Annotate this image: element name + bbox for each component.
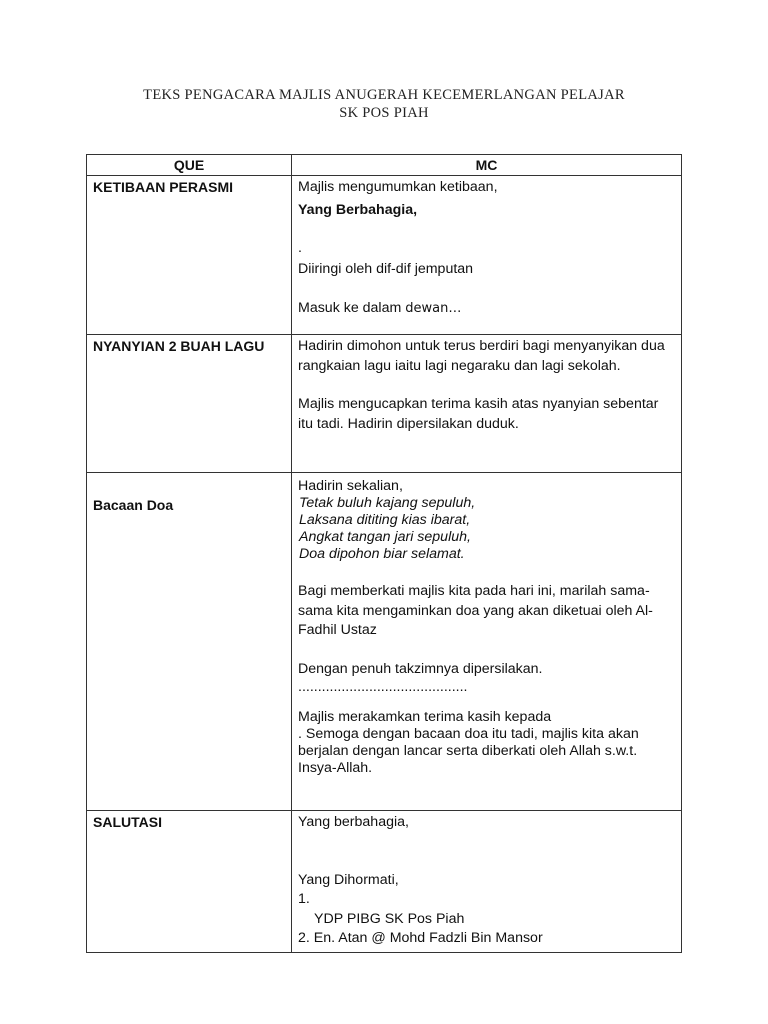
mc-cell: [292, 176, 682, 335]
table-row: [87, 176, 682, 335]
title-line-1: TEKS PENGACARA MAJLIS ANUGERAH KECEMERLANGAN PELAJAR: [143, 87, 625, 103]
mc-cell: [292, 811, 682, 953]
document-title: [0, 86, 768, 122]
mc-line: Majlis mengucapkan terima kasih atas nyanyian sebentar itu tadi. Hadirin dipersilakan duduk.: [298, 396, 659, 432]
mc-line: Diiringi oleh dif-dif jemputan: [298, 260, 474, 277]
table-row: [87, 811, 682, 953]
mc-line: Yang berbahagia,: [298, 814, 409, 830]
mc-line: Majlis mengumumkan ketibaan,: [298, 179, 498, 195]
mc-line: Dengan penuh takzimnya dipersilakan.: [298, 660, 543, 677]
mc-line: Hadirin sekalian,: [298, 478, 403, 494]
pantun-line: Laksana dititing kias ibarat,: [299, 512, 471, 528]
mc-line: YDP PIBG SK Pos Piah: [314, 910, 465, 927]
mc-cell: [292, 473, 682, 811]
table-row: [87, 335, 682, 473]
cue-cell: KETIBAAN PERASMI: [87, 176, 292, 335]
cue-cell: SALUTASI: [87, 811, 292, 953]
mc-line: Hadirin dimohon untuk terus berdiri bagi menyanyikan dua rangkaian lagu iaitu lagi negaraku dan lagi sekolah.: [298, 338, 665, 374]
title-line-2: SK POS PIAH: [339, 105, 429, 121]
mc-line: Yang Dihormati,: [298, 871, 399, 888]
mc-line: Bagi memberkati majlis kita pada hari ini, marilah sama-sama kita mengaminkan doa yang akan diketuai oleh Al- Fadhil Ustaz: [298, 583, 653, 638]
cue-cell: NYANYIAN 2 BUAH LAGU: [87, 335, 292, 473]
dotted-placeholder: ...........................................: [298, 679, 468, 695]
cue-cell: Bacaan Doa: [87, 473, 292, 811]
pantun-line: Tetak buluh kajang sepuluh,: [299, 495, 476, 511]
mc-line: 2. En. Atan @ Mohd Fadzli Bin Mansor: [298, 930, 543, 946]
mc-script-table: [86, 154, 682, 953]
mc-line: .: [298, 240, 302, 256]
table-row: [87, 473, 682, 811]
mc-line-dewan: dewan…: [405, 301, 462, 316]
header-cue: QUE: [87, 155, 292, 176]
header-mc: MC: [292, 155, 682, 176]
mc-line: 1.: [298, 891, 310, 907]
mc-line: Yang Berbahagia,: [298, 201, 418, 218]
mc-line: Majlis merakamkan terima kasih kepada: [298, 709, 552, 725]
mc-line: Masuk ke dalam: [298, 300, 406, 316]
mc-cell: [292, 335, 682, 473]
table-header-row: [87, 155, 682, 176]
pantun-line: Angkat tangan jari sepuluh,: [299, 529, 471, 545]
mc-line: . Semoga dengan bacaan doa itu tadi, majlis kita akan berjalan dengan lancar serta diberkati oleh Allah s.w.t. Insya-Allah.: [298, 726, 639, 776]
pantun-line: Doa dipohon biar selamat.: [299, 546, 465, 562]
